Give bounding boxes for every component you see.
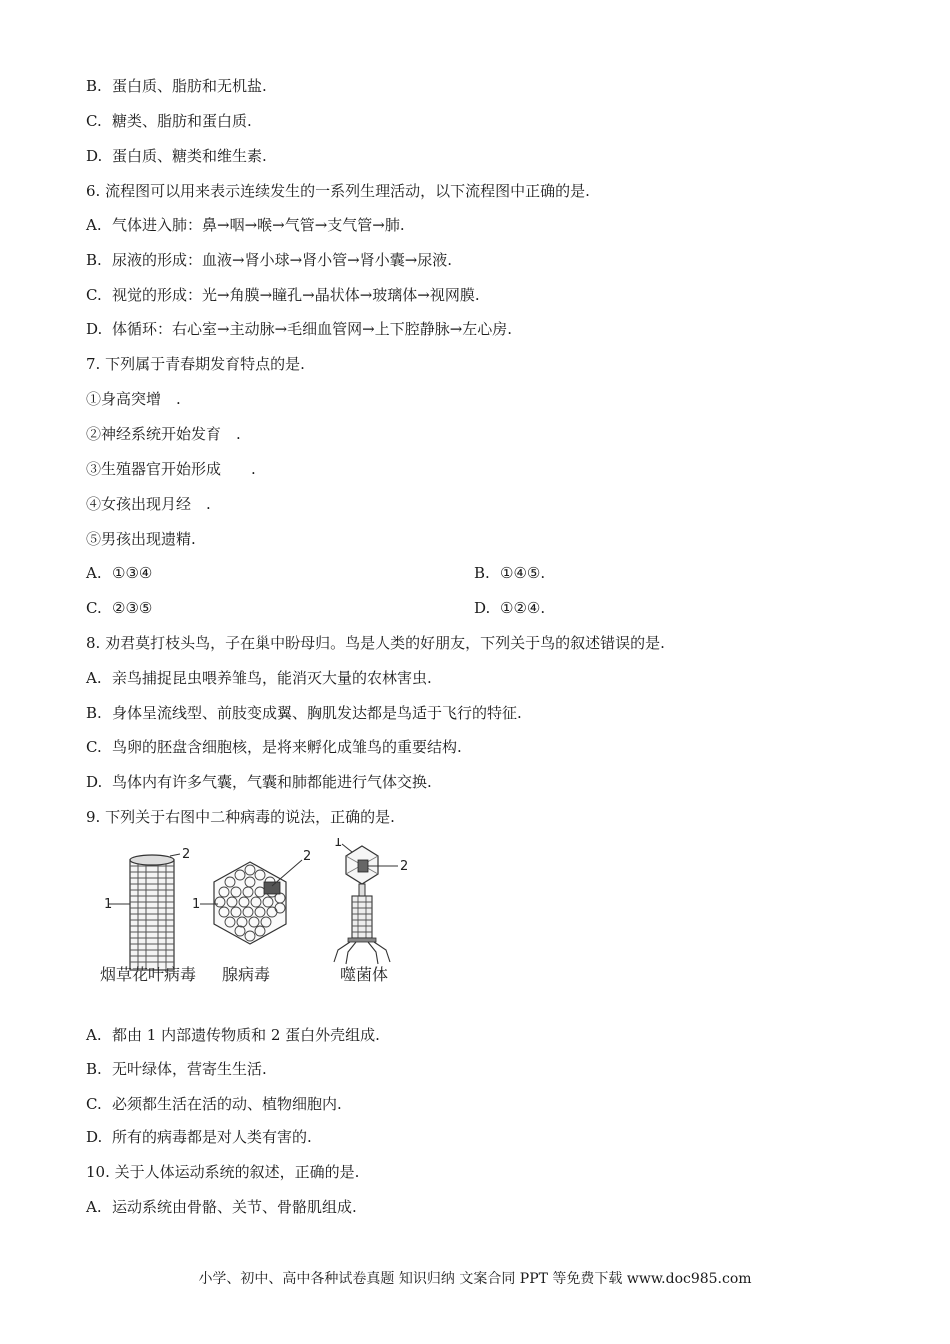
- q6-stem: 6. 流程图可以用来表示连续发生的一系列生理活动，以下流程图中正确的是.: [86, 182, 590, 200]
- q10-stem: 10. 关于人体运动系统的叙述，正确的是.: [86, 1163, 360, 1181]
- phage-marker-1: 1: [334, 838, 343, 850]
- q8-option-d: D. 鸟体内有许多气囊，气囊和肺都能进行气体交换.: [86, 773, 432, 791]
- q7-item-3: ③生殖器官开始形成 .: [86, 460, 256, 478]
- q7-item-5: ⑤男孩出现遗精.: [86, 530, 196, 548]
- tmv-marker-1: 1: [104, 897, 113, 912]
- q6-option-b: B. 尿液的形成：血液→肾小球→肾小管→肾小囊→尿液.: [86, 251, 453, 269]
- q5-option-c: C. 糖类、脂肪和蛋白质.: [86, 112, 252, 130]
- q5-option-b: B. 蛋白质、脂肪和无机盐.: [86, 77, 267, 95]
- bacteriophage-label: 噬菌体: [340, 965, 389, 984]
- virus-figure: [100, 838, 430, 993]
- q7-option-c: C. ②③⑤: [86, 599, 153, 617]
- q10-option-a: A. 运动系统由骨骼、关节、骨骼肌组成.: [86, 1198, 357, 1216]
- tobacco-mosaic-virus-label: 烟草花叶病毒: [100, 965, 197, 984]
- page-footer: 小学、初中、高中各种试卷真题 知识归纳 文案合同 PPT 等免费下载 www.doc985.com: [198, 1271, 752, 1287]
- q9-option-a: A. 都由 1 内部遗传物质和 2 蛋白外壳组成.: [86, 1026, 380, 1044]
- q7-item-2: ②神经系统开始发育 .: [86, 425, 241, 443]
- q8-option-c: C. 鸟卵的胚盘含细胞核，是将来孵化成雏鸟的重要结构.: [86, 738, 462, 756]
- bacteriophage-drawing: [334, 844, 398, 964]
- adenovirus-marker-1: 1: [192, 897, 201, 912]
- virus-diagram: [100, 838, 430, 993]
- q6-option-d: D. 体循环：右心室→主动脉→毛细血管网→上下腔静脉→左心房.: [86, 320, 513, 338]
- q9-option-c: C. 必须都生活在活的动、植物细胞内.: [86, 1095, 342, 1113]
- q9-option-b: B. 无叶绿体，营寄生生活.: [86, 1060, 267, 1078]
- q7-option-b: B. ①④⑤.: [474, 564, 546, 582]
- q5-option-d: D. 蛋白质、糖类和维生素.: [86, 147, 267, 165]
- tobacco-mosaic-virus-drawing: [108, 854, 180, 970]
- q8-option-a: A. 亲鸟捕捉昆虫喂养雏鸟，能消灭大量的农林害虫.: [86, 669, 432, 687]
- phage-marker-2: 2: [400, 859, 409, 874]
- q6-option-c: C. 视觉的形成：光→角膜→瞳孔→晶状体→玻璃体→视网膜.: [86, 286, 480, 304]
- q7-item-1: ①身高突增 .: [86, 390, 181, 408]
- tmv-marker-2: 2: [182, 847, 191, 862]
- q7-option-d: D. ①②④.: [474, 599, 546, 617]
- q7-option-a: A. ①③④: [86, 564, 153, 582]
- q9-option-d: D. 所有的病毒都是对人类有害的.: [86, 1128, 312, 1146]
- q8-option-b: B. 身体呈流线型、前肢变成翼、胸肌发达都是鸟适于飞行的特征.: [86, 704, 522, 722]
- q9-stem: 9. 下列关于右图中二种病毒的说法，正确的是.: [86, 808, 395, 826]
- q7-stem: 7. 下列属于青春期发育特点的是.: [86, 355, 305, 373]
- q8-stem: 8. 劝君莫打枝头鸟，子在巢中盼母归。鸟是人类的好朋友，下列关于鸟的叙述错误的是.: [86, 634, 665, 652]
- adenovirus-label: 腺病毒: [222, 965, 271, 984]
- q7-item-4: ④女孩出现月经 .: [86, 495, 211, 513]
- adenovirus-marker-2: 2: [303, 849, 312, 864]
- adenovirus-drawing: [200, 860, 302, 944]
- q6-option-a: A. 气体进入肺：鼻→咽→喉→气管→支气管→肺.: [86, 216, 405, 234]
